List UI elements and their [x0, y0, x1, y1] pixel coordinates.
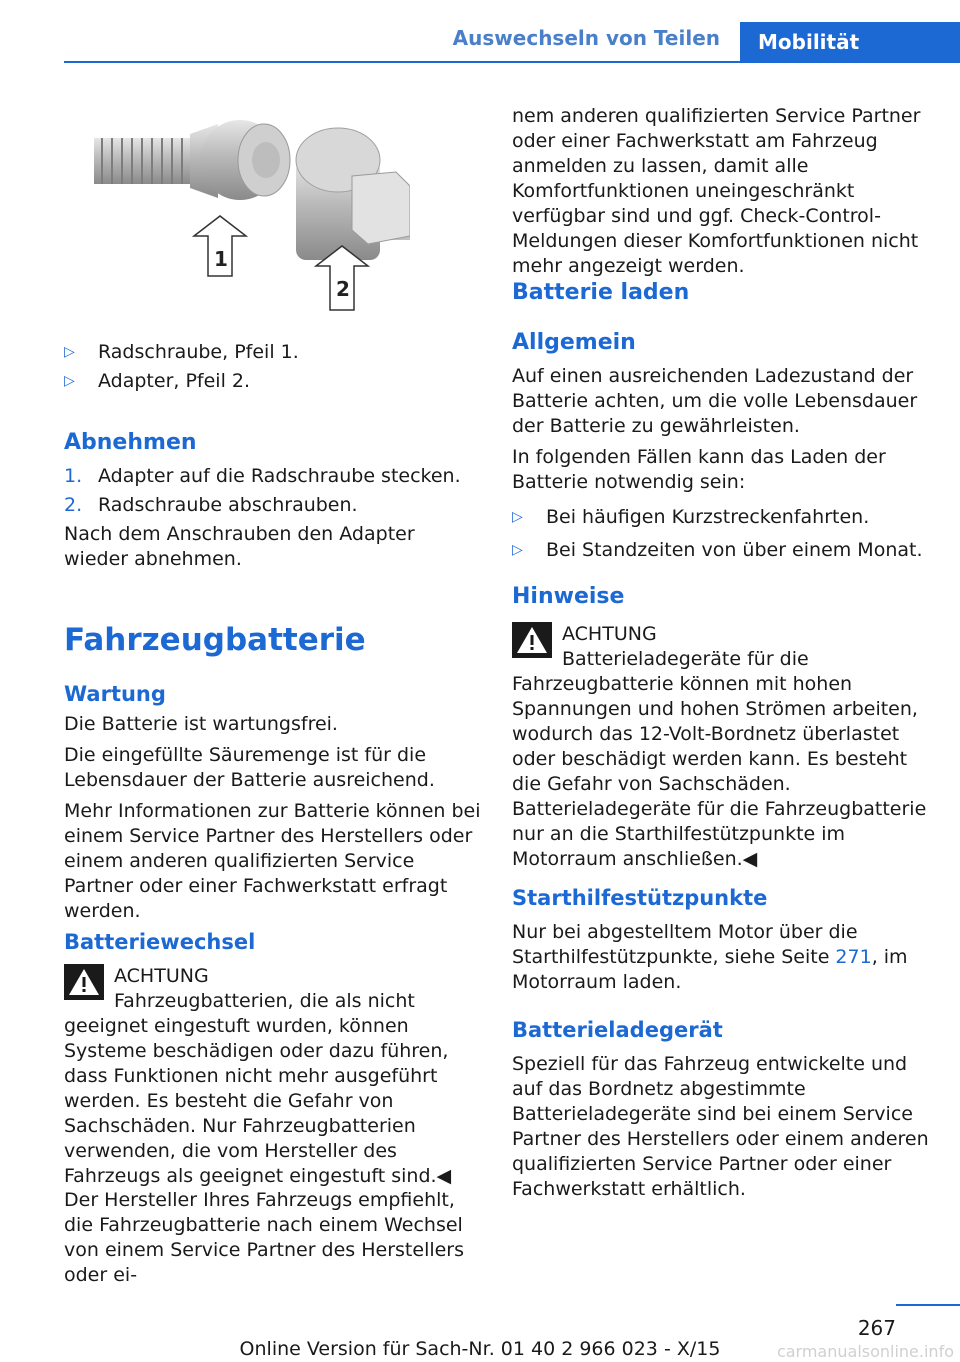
triangle-bullet-icon: ▷ — [64, 344, 75, 360]
list-item: ▷ Bei häufigen Kurzstreckenfahrten. — [512, 506, 870, 528]
warning-icon — [64, 964, 104, 1000]
heading-allgemein: Allgemein — [512, 330, 636, 355]
footer-rule — [896, 1304, 960, 1306]
warning-label: ACHTUNG — [114, 965, 209, 987]
watermark: carmanualsonline.info — [776, 1342, 954, 1361]
heading-batterieladegeraet: Batterieladegerät — [512, 1018, 723, 1042]
paragraph: Der Hersteller Ihres Fahrzeugs empfiehlt, die Fahrzeugbatterie nach einem Wechsel von einem Service Partner des Herstellers oder ei- — [64, 1189, 465, 1286]
wartung-text — [64, 712, 482, 924]
paragraph: Speziell für das Fahrzeug entwickelte und auf das Bordnetz abgestimmte Batterieladegeräte sind bei einem Service Partner des Herstellers oder einem anderen qualifizierten Service Partner oder einer Fachwerkstatt erhältlich. — [512, 1053, 929, 1200]
heading-batterie-laden: Batterie laden — [512, 280, 690, 305]
heading-wartung: Wartung — [64, 682, 166, 706]
heading-fahrzeugbatterie: Fahrzeugbatterie — [64, 622, 366, 658]
section-title: Auswechseln von Teilen — [452, 26, 720, 50]
list-item: 1. Adapter auf die Radschraube stecken. — [64, 465, 461, 487]
heading-batteriewechsel: Batteriewechsel — [64, 930, 256, 954]
warning-block — [512, 622, 930, 872]
triangle-bullet-icon: ▷ — [512, 509, 523, 525]
page-header — [0, 0, 960, 62]
paragraph: nem anderen qualifizierten Service Partner oder einer Fachwerkstatt am Fahrzeug anmelden zu lassen, damit alle Komfortfunktionen uneingeschränkt verfügbar sind und ggf. Check-Control-Meldungen dieser Komfortfunktionen nicht mehr angezeigt werden. — [512, 105, 921, 277]
warning-text: Batterieladegeräte für die Fahrzeugbatterie können mit hohen Spannungen und hohen Strömen arbeiten, wodurch das 12-Volt-Bordnetz überlastet oder beschädigt werden kann. Es besteht die Gefahr von Sachschäden. Batterieladegeräte für die Fahrzeugbatterie nur an die Starthilfestützpunkte im Motorraum anschließen.◀ — [512, 648, 927, 870]
paragraph: Die Batterie ist wartungsfrei. — [64, 713, 338, 735]
figure-legend — [64, 340, 482, 394]
paragraph: Die eingefüllte Säuremenge ist für die Lebensdauer der Batterie ausreichend. — [64, 744, 435, 791]
warning-text: Fahrzeugbatterien, die als nicht geeignet eingestuft wurden, können Systeme beschädigen oder dazu führen, dass Funktionen nicht mehr ausgeführt werden. Es besteht die Gefahr von Sachschäden. Nur Fahrzeugbatterien verwenden, die vom Hersteller des Fahrzeugs als geeignet eingestuft sind.◀ — [64, 990, 452, 1187]
page-reference-link[interactable]: 271 — [835, 946, 872, 968]
header-rule — [64, 61, 960, 63]
paragraph: In folgenden Fällen kann das Laden der Batterie notwendig sein: — [512, 446, 886, 493]
chapter-tab-label: Mobilität — [758, 30, 860, 54]
arrow-2-label: 2 — [336, 277, 350, 301]
heading-starthilfe: Starthilfestützpunkte — [512, 886, 768, 910]
heading-hinweise: Hinweise — [512, 584, 625, 609]
steps-list — [64, 464, 482, 572]
heading-abnehmen: Abnehmen — [64, 430, 197, 455]
arrow-1-label: 1 — [214, 247, 228, 271]
list-item: ▷ Bei Standzeiten von über einem Monat. — [512, 539, 923, 561]
wheel-bolt-illustration — [90, 120, 410, 320]
chapter-tab[interactable] — [740, 22, 960, 62]
triangle-bullet-icon: ▷ — [512, 542, 523, 558]
list-item: ▷ Radschraube, Pfeil 1. — [64, 341, 299, 363]
paragraph: Mehr Informationen zur Batterie können bei einem Service Partner des Herstellers oder einem anderen qualifizierten Service Partner oder einer Fachwerkstatt erfragt werden. — [64, 800, 481, 922]
triangle-bullet-icon: ▷ — [64, 373, 75, 389]
starthilfe-text: Nur bei abgestelltem Motor über die Starthilfestützpunkte, siehe Seite 271, im Motorraum laden. — [512, 921, 908, 993]
warning-block — [64, 964, 482, 1189]
abnehmen-note: Nach dem Anschrauben den Adapter wieder abnehmen. — [64, 523, 415, 570]
paragraph: Auf einen ausreichenden Ladezustand der Batterie achten, um die volle Lebensdauer der Batterie zu gewährleisten. — [512, 365, 918, 437]
list-item: 2. Radschraube abschrauben. — [64, 494, 358, 516]
list-item: ▷ Adapter, Pfeil 2. — [64, 370, 251, 392]
online-version-footer: Online Version für Sach-Nr. 01 40 2 966 023 - X/15 — [239, 1338, 721, 1360]
warning-icon — [512, 622, 552, 658]
page-number: 267 — [857, 1316, 896, 1340]
allgemein-text — [512, 364, 930, 563]
warning-label: ACHTUNG — [562, 623, 657, 645]
